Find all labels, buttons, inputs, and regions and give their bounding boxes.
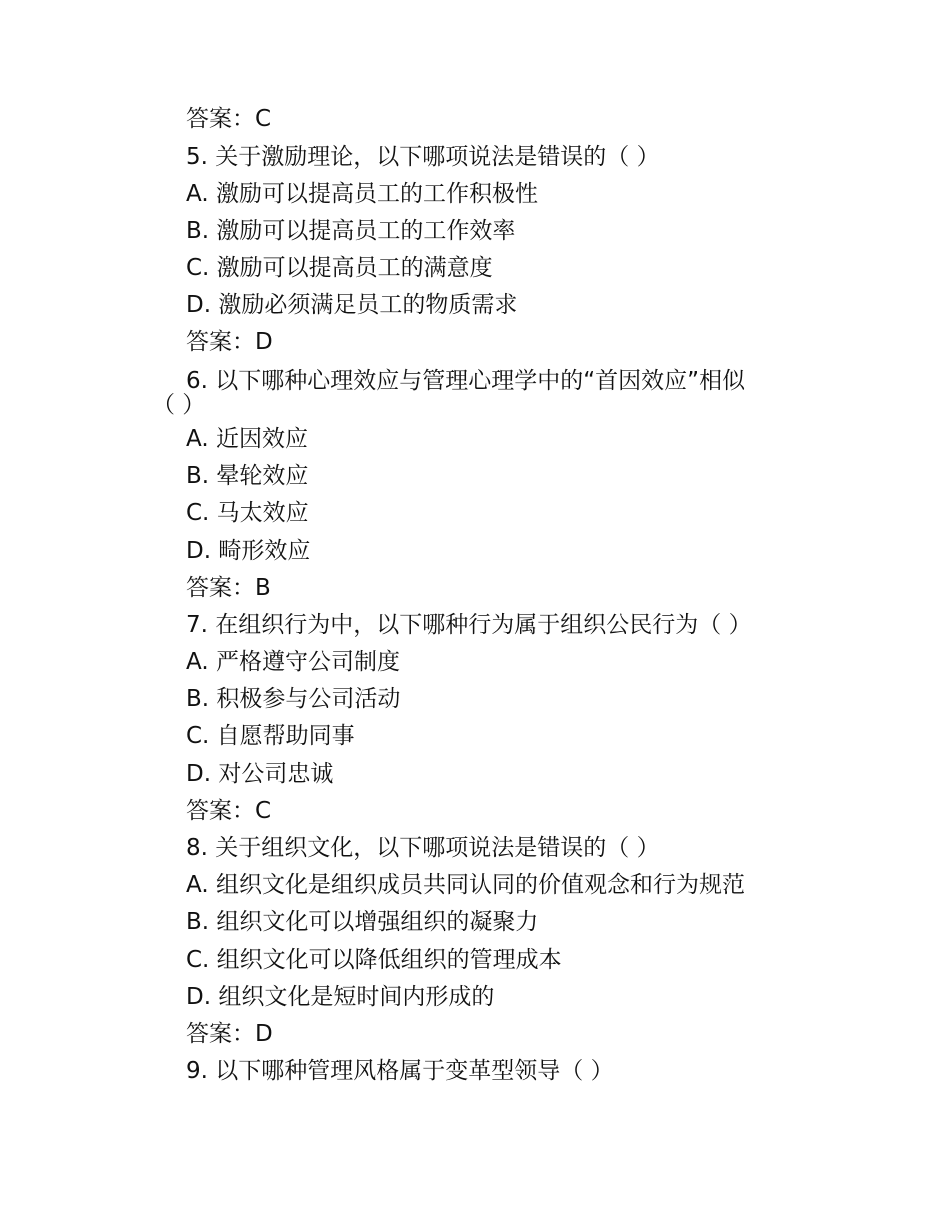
question-line: 5. 关于激励理论，以下哪项说法是错误的（ ） [186, 144, 660, 170]
option-line: A. 严格遵守公司制度 [186, 649, 400, 675]
answer-line: 答案：B [186, 575, 271, 601]
question-line: 9. 以下哪种管理风格属于变革型领导（ ） [186, 1058, 614, 1084]
option-line: C. 激励可以提高员工的满意度 [186, 255, 493, 281]
answer-line: 答案：C [186, 106, 272, 132]
option-line: C. 组织文化可以降低组织的管理成本 [186, 947, 562, 973]
answer-line: 答案：C [186, 798, 272, 824]
option-line: A. 近因效应 [186, 426, 308, 452]
question-line: 7. 在组织行为中，以下哪种行为属于组织公民行为（ ） [186, 612, 752, 638]
option-line: A. 激励可以提高员工的工作积极性 [186, 181, 538, 207]
question-line-continuation: （ ） [152, 392, 206, 418]
option-line: B. 激励可以提高员工的工作效率 [186, 218, 516, 244]
option-line: D. 畸形效应 [186, 538, 311, 564]
option-line: B. 组织文化可以增强组织的凝聚力 [186, 909, 539, 935]
question-line: 8. 关于组织文化，以下哪项说法是错误的（ ） [186, 835, 660, 861]
option-line: D. 激励必须满足员工的物质需求 [186, 292, 518, 318]
option-line: B. 晕轮效应 [186, 463, 309, 489]
answer-line: 答案：D [186, 329, 273, 355]
option-line: C. 自愿帮助同事 [186, 723, 355, 749]
option-line: D. 组织文化是短时间内形成的 [186, 984, 495, 1010]
answer-line: 答案：D [186, 1021, 273, 1047]
option-line: D. 对公司忠诚 [186, 761, 334, 787]
option-line: A. 组织文化是组织成员共同认同的价值观念和行为规范 [186, 872, 745, 898]
option-line: B. 积极参与公司活动 [186, 686, 401, 712]
option-line: C. 马太效应 [186, 500, 309, 526]
question-line: 6. 以下哪种心理效应与管理心理学中的“首因效应”相似 [186, 368, 746, 394]
